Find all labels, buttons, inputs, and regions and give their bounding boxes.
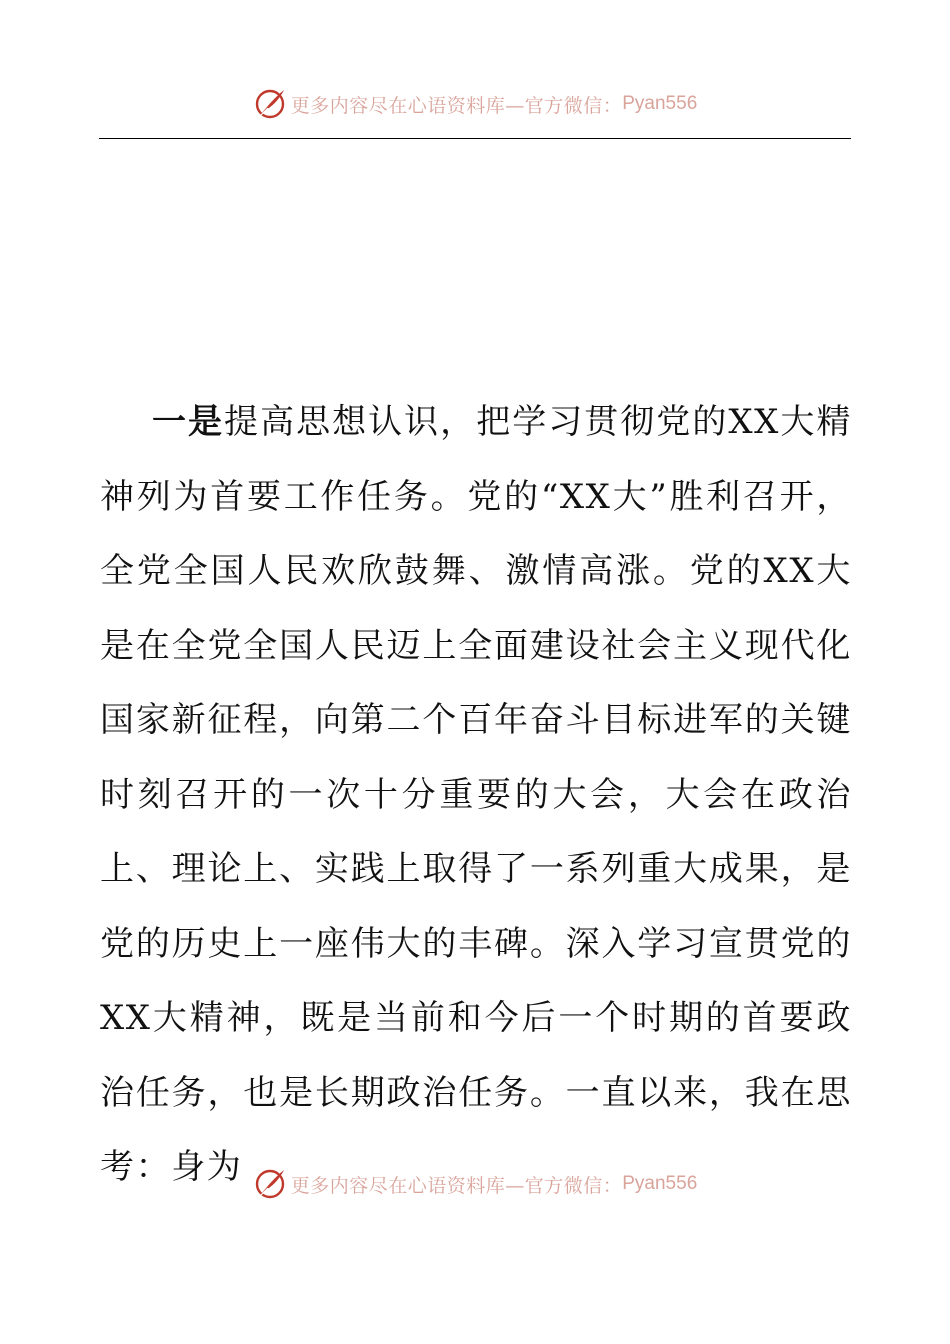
footer-banner xyxy=(0,1162,950,1206)
header-wechat-id: Pyan556 xyxy=(622,93,698,114)
quill-pen-logo-icon xyxy=(253,1167,287,1201)
header-banner-text: 更多内容尽在心语资料库—官方微信： xyxy=(290,94,623,117)
document-paragraph xyxy=(100,385,852,1205)
header-banner xyxy=(0,82,950,126)
paragraph-lead: 一是 xyxy=(152,402,225,442)
footer-banner-text: 更多内容尽在心语资料库—官方微信： xyxy=(290,1174,623,1197)
header-divider xyxy=(99,138,851,139)
paragraph-text: 提高思想认识，把学习贯彻党的XX大精神列为首要工作任务。党的“XX大”胜利召开，全党全国人民欢欣鼓舞、激情高涨。党的XX大是在全党全国人民迈上全面建设社会主义现代化国家新征程，向第二个百年奋斗目标进军的关键时刻召开的一次十分重要的大会，大会在政治上、理论上、实践上取得了一系列重大成果，是党的历史上一座伟大的丰碑。深入学习宣贯党的XX大精神，既是当前和今后一个时期的首要政治任务，也是长期政治任务。一直以来，我在思考：身为 xyxy=(100,402,852,1187)
quill-pen-logo-icon xyxy=(253,87,287,121)
footer-wechat-id: Pyan556 xyxy=(622,1173,698,1194)
